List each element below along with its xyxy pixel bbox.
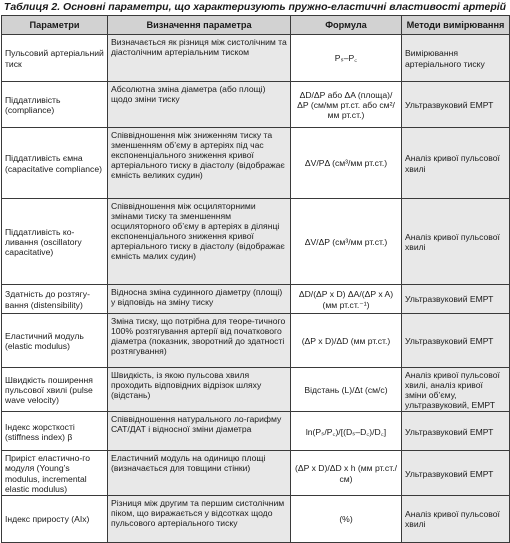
header-formula: Формула bbox=[291, 16, 402, 35]
definition-cell: Швидкість, із якою пульсова хвиля проходить відповідних відрізок шляху (відстань) bbox=[108, 368, 291, 412]
table-row bbox=[2, 412, 510, 451]
formula-cell: (%) bbox=[291, 495, 402, 542]
param-cell: Індекс приросту (AIx) bbox=[2, 495, 108, 542]
definition-cell: Зміна тиску, що потрібна для теоре-тичного 100% розтягування артерії від початкового діаметра (показник, зворотний до здатності розтягування) bbox=[108, 314, 291, 368]
definition-cell: Різниця між другим та першим систолічним піком, що виражається у відсотках щодо пульсового артеріального тиску bbox=[108, 495, 291, 542]
param-cell: Піддатливість (compliance) bbox=[2, 82, 108, 128]
table-row bbox=[2, 285, 510, 314]
table-row bbox=[2, 314, 510, 368]
param-cell: Еластичний модуль (elastic modulus) bbox=[2, 314, 108, 368]
method-cell: Вимірювання артеріального тиску bbox=[402, 35, 510, 82]
formula-cell: Pₛ–P꜀ bbox=[291, 35, 402, 82]
header-methods: Методи вимірювання bbox=[402, 16, 510, 35]
table-caption: Таблиця 2. Основні параметри, що характеризують пружно-еластичні властивості артерій bbox=[3, 1, 507, 13]
param-cell: Піддатливість ко-ливання (oscillatory capacitative) bbox=[2, 199, 108, 285]
table-row bbox=[2, 451, 510, 495]
param-cell: Приріст еластично-го модуля (Young’s modulus, incremental elastic modulus) bbox=[2, 451, 108, 495]
table-header-row bbox=[2, 16, 510, 35]
table-row bbox=[2, 495, 510, 542]
header-definition: Визначення параметра bbox=[108, 16, 291, 35]
definition-cell: Еластичний модуль на одиницю площі (визначається для товщини стінки) bbox=[108, 451, 291, 495]
method-cell: Ультразвуковий ЕМРТ bbox=[402, 82, 510, 128]
formula-cell: ln(Pₛ/P꜀)/[(Dₛ–D꜀)/D꜀] bbox=[291, 412, 402, 451]
definition-cell: Визначається як різниця між систолічним та діастолічним артеріальним тиском bbox=[108, 35, 291, 82]
param-cell: Пульсовий артеріальний тиск bbox=[2, 35, 108, 82]
table-row bbox=[2, 35, 510, 82]
param-cell: Індекс жорсткості (stiffness index) β bbox=[2, 412, 108, 451]
param-cell: Піддатливість ємна (capacitative compliance) bbox=[2, 128, 108, 199]
method-cell: Ультразвуковий ЕМРТ bbox=[402, 314, 510, 368]
method-cell: Аналіз кривої пульсової хвилі bbox=[402, 199, 510, 285]
parameters-table bbox=[1, 15, 510, 543]
formula-cell: ΔV/PΔ (см³/мм рт.ст.) bbox=[291, 128, 402, 199]
method-cell: Ультразвуковий ЕМРТ bbox=[402, 451, 510, 495]
method-cell: Ультразвуковий ЕМРТ bbox=[402, 412, 510, 451]
formula-cell: (ΔP x D)/ΔD (мм рт.ст.) bbox=[291, 314, 402, 368]
method-cell: Аналіз кривої пульсової хвилі bbox=[402, 495, 510, 542]
formula-cell: ΔD/(ΔP x D) ΔA/(ΔP x A)(мм рт.ст.⁻¹) bbox=[291, 285, 402, 314]
table-row bbox=[2, 199, 510, 285]
method-cell: Ультразвуковий ЕМРТ bbox=[402, 285, 510, 314]
formula-cell: ΔV/ΔP (см³/мм рт.ст.) bbox=[291, 199, 402, 285]
method-cell: Аналіз кривої пульсової хвилі, аналіз кривої зміни об’єму, ультразвуковий, ЕМРТ bbox=[402, 368, 510, 412]
header-parameters: Параметри bbox=[2, 16, 108, 35]
formula-cell: Відстань (L)/Δt (см/с) bbox=[291, 368, 402, 412]
table-row bbox=[2, 368, 510, 412]
definition-cell: Відносна зміна судинного діаметру (площі) у відповідь на зміну тиску bbox=[108, 285, 291, 314]
method-cell: Аналіз кривої пульсової хвилі bbox=[402, 128, 510, 199]
definition-cell: Співвідношення натурального ло-гарифму САТ/ДАТ і відносної зміни діаметра bbox=[108, 412, 291, 451]
definition-cell: Співвідношення між осциляторними змінами тиску та зменшенням осциляторного об’єму в артеріях в ділянці експоненціального зниження кривої артеріального тиску в діастолу (відображає ємність малих судин) bbox=[108, 199, 291, 285]
formula-cell: ΔD/ΔP або ΔA (площа)/ΔP (см/мм рт.ст. або см²/мм рт.ст.) bbox=[291, 82, 402, 128]
table-row bbox=[2, 82, 510, 128]
param-cell: Здатність до розтягу-вання (distensibility) bbox=[2, 285, 108, 314]
definition-cell: Абсолютна зміна діаметра (або площі) щодо зміни тиску bbox=[108, 82, 291, 128]
formula-cell: (ΔP x D)/ΔD x h (мм рт.ст./см) bbox=[291, 451, 402, 495]
table-row bbox=[2, 128, 510, 199]
param-cell: Швидкість поширення пульсової хвилі (pulse wave velocity) bbox=[2, 368, 108, 412]
definition-cell: Співвідношення між зниженням тиску та зменшенням об’єму в артеріях під час експоненціального зниження кривої артеріального тиску в діастолу (відображає ємність великих судин) bbox=[108, 128, 291, 199]
